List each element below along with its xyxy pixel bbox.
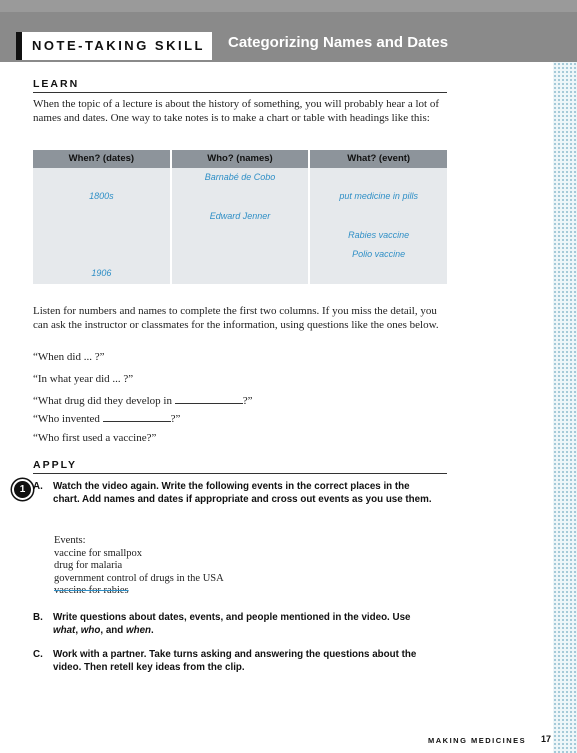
banner-strip (0, 0, 577, 12)
chapter-footer: MAKING MEDICINES (428, 736, 527, 745)
event-item-crossed-out: vaccine for rabies (54, 585, 129, 596)
chart-header-what: What? (event) (347, 153, 411, 164)
item-b (33, 611, 438, 637)
header-banner (0, 0, 577, 62)
question-2: “In what year did ... ?” (33, 373, 134, 385)
events-label: Events: (54, 535, 86, 546)
question-3-text: “What drug did they develop in (33, 395, 172, 407)
chart-row (33, 187, 447, 206)
chart-cell: 1906 (33, 264, 172, 283)
learn-intro: When the topic of a lecture is about the history of something, you will probably hear a lot of names and dates. One way to take notes is to make a chart or table with headings like this: (33, 98, 439, 124)
skill-label: NOTE-TAKING SKILL (16, 32, 212, 60)
chart-cell (33, 207, 172, 226)
item-b-letter: B. (33, 612, 43, 623)
question-1: “When did ... ?” (33, 351, 105, 363)
chart-cell: Rabies vaccine (348, 229, 410, 240)
chart-cell: Barnabé de Cobo (172, 168, 311, 187)
dotted-margin-decoration (553, 62, 577, 753)
event-item: vaccine for smallpox (54, 547, 143, 559)
events-list (54, 535, 224, 598)
question-4 (33, 412, 180, 425)
chart-cell (310, 168, 447, 187)
skill-title: Categorizing Names and Dates (228, 34, 449, 51)
chart-row (33, 226, 447, 245)
event-item: drug for malaria (54, 560, 123, 571)
chart-cell (33, 245, 172, 264)
chart-cell (310, 264, 447, 283)
learn-heading: LEARN (33, 78, 447, 93)
chart-cell (33, 226, 172, 245)
item-c-letter: C. (33, 649, 43, 660)
learn-after-text: Listen for numbers and names to complete the first two columns. If you miss the detail, you can ask the instructor or classmates for the information, using questions like the ones below. (33, 305, 439, 331)
activity-number-badge: 1 (12, 479, 33, 500)
item-a-text: Watch the video again. Write the following events in the correct places in the chart. Add names and dates if appropriate and cross out events as you use them. (53, 481, 432, 505)
question-4-text: “Who invented (33, 413, 100, 425)
item-a-letter: A. (33, 481, 43, 492)
separator: , (75, 625, 81, 636)
keyword-who: who (80, 625, 101, 636)
chart-cell (172, 187, 311, 206)
chart-header-when: When? (dates) (33, 150, 172, 168)
event-item: government control of drugs in the USA (54, 572, 224, 584)
chart-cell: Edward Jenner (172, 207, 311, 226)
item-b-text (53, 611, 438, 637)
chart-cell (310, 207, 447, 226)
notes-chart (33, 150, 447, 284)
apply-heading: APPLY (33, 459, 447, 474)
keyword-when: when (125, 625, 152, 636)
blank-line (175, 394, 243, 404)
period: . (151, 625, 154, 636)
blank-line (103, 412, 171, 422)
item-c (33, 648, 438, 674)
item-b-text-main: Write questions about dates, events, and people mentioned in the video. Use (53, 612, 411, 623)
chart-row (33, 168, 447, 187)
chart-row (33, 207, 447, 226)
chart-row (33, 245, 447, 264)
separator: , and (100, 625, 126, 636)
chart-cell: Polio vaccine (352, 249, 406, 260)
chart-cell (172, 245, 311, 264)
chart-cell: put medicine in pills (339, 191, 418, 202)
chart-cell (172, 226, 311, 245)
chart-header-row (33, 150, 447, 168)
item-c-text: Work with a partner. Take turns asking and answering the questions about the video. Then retell key ideas from the clip. (53, 649, 417, 673)
item-a (33, 480, 438, 506)
question-4-end: ?” (170, 413, 181, 425)
page-number: 17 (541, 734, 552, 744)
chart-cell: 1800s (33, 187, 172, 206)
question-5: “Who first used a vaccine?” (33, 432, 157, 444)
question-3-end: ?” (242, 395, 253, 407)
chart-cell (172, 264, 311, 283)
chart-header-who: Who? (names) (172, 150, 311, 168)
chart-row (33, 264, 447, 283)
keyword-what: what (53, 625, 76, 636)
chart-cell (33, 168, 172, 187)
question-3 (33, 394, 253, 407)
